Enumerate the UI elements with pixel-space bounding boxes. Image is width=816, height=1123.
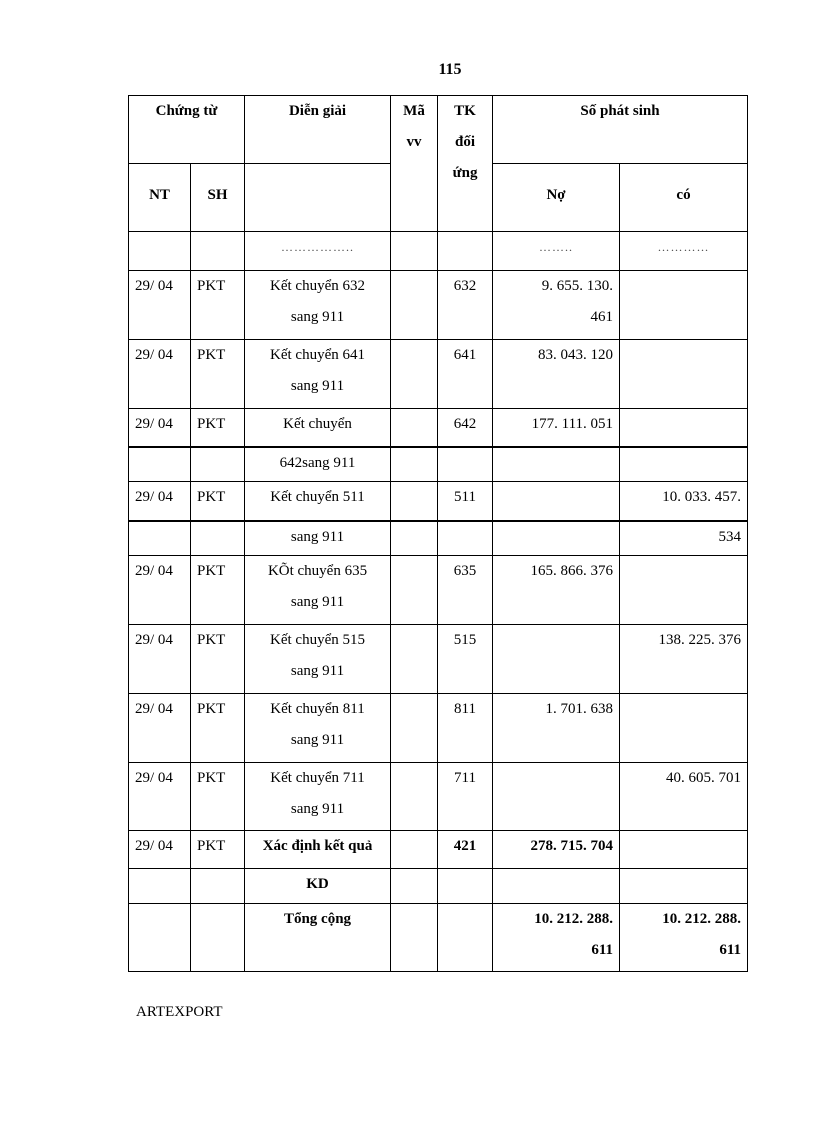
ellipsis-row [129,232,748,271]
cell-co [620,447,748,482]
cell-sh [191,869,245,904]
cell-ma-vv [391,831,438,869]
cell-sh: PKT [191,763,245,831]
ellipsis-ma-vv [391,232,438,271]
cell-tk [438,521,493,556]
ellipsis-dien-giai: …………….. [245,232,391,271]
total-no [493,904,620,972]
cell-sh: PKT [191,694,245,763]
cell-no: 278. 715. 704 [493,831,620,869]
cell-sh [191,447,245,482]
cell-sh: PKT [191,482,245,521]
ellipsis-tk [438,232,493,271]
table-row [129,482,748,521]
cell-nt: 29/ 04 [129,831,191,869]
cell-co: 10. 033. 457. [620,482,748,521]
cell-dien-giai [245,556,391,625]
cell-tk: 811 [438,694,493,763]
header-row-top [129,96,748,164]
cell-dien-giai [245,625,391,694]
header-tk-line2: đối [455,134,476,150]
footer-company: ARTEXPORT [136,1004,223,1020]
cell-no: 83. 043. 120 [493,340,620,409]
cell-dien-giai: KD [245,869,391,904]
cell-no [493,521,620,556]
table-row [129,556,748,625]
cell-nt: 29/ 04 [129,340,191,409]
cell-no: 1. 701. 638 [493,694,620,763]
cell-nt [129,904,191,972]
cell-tk [438,904,493,972]
cell-ma-vv [391,521,438,556]
cell-co: 138. 225. 376 [620,625,748,694]
header-no: Nợ [493,164,620,232]
cell-dien-giai [245,694,391,763]
table-row [129,409,748,447]
cell-ma-vv [391,763,438,831]
desc-line2: sang 911 [290,732,345,748]
cell-co: 40. 605. 701 [620,763,748,831]
total-co [620,904,748,972]
header-ma-vv-line2: vv [406,134,422,150]
ellipsis-no: …….. [493,232,620,271]
cell-co [620,831,748,869]
cell-co [620,694,748,763]
cell-nt: 29/ 04 [129,763,191,831]
total-label: Tổng cộng [245,904,391,972]
cell-nt: 29/ 04 [129,625,191,694]
cell-no [493,447,620,482]
cell-nt: 29/ 04 [129,482,191,521]
cell-nt [129,869,191,904]
header-tk-line3: ứng [452,165,478,181]
table-row [129,694,748,763]
cell-sh [191,521,245,556]
cell-ma-vv [391,625,438,694]
cell-dien-giai: sang 911 [245,521,391,556]
cell-tk [438,869,493,904]
desc-line1: Kết chuyển 711 [270,770,365,786]
desc-line2: sang 911 [290,663,345,679]
header-sh: SH [191,164,245,232]
table-row-continuation [129,869,748,904]
cell-sh: PKT [191,340,245,409]
header-chung-tu: Chứng từ [129,96,245,164]
cell-sh: PKT [191,625,245,694]
total-row [129,904,748,972]
cell-ma-vv [391,904,438,972]
cell-dien-giai [245,340,391,409]
cell-tk: 642 [438,409,493,447]
desc-line2: sang 911 [290,378,345,394]
cell-ma-vv [391,694,438,763]
cell-tk: 635 [438,556,493,625]
header-ma-vv [391,96,438,232]
desc-line2: sang 911 [290,594,345,610]
cell-no [493,482,620,521]
cell-co [620,340,748,409]
cell-co [620,271,748,340]
cell-ma-vv [391,556,438,625]
total-no-line1: 10. 212. 288. [534,911,614,927]
ellipsis-nt [129,232,191,271]
table-row [129,271,748,340]
desc-line1: KÕt chuyển 635 [267,563,368,579]
header-co: có [620,164,748,232]
table-row [129,340,748,409]
ellipsis-co: ………… [620,232,748,271]
total-co-line2: 611 [719,942,742,958]
desc-line2: sang 911 [290,309,345,325]
cell-tk [438,447,493,482]
cell-dien-giai: Xác định kết quả [245,831,391,869]
ledger-table [128,95,748,972]
cell-sh [191,904,245,972]
desc-line1: Kết chuyển 811 [270,701,365,717]
cell-dien-giai: Kết chuyển 511 [245,482,391,521]
cell-ma-vv [391,340,438,409]
cell-co: 534 [620,521,748,556]
cell-ma-vv [391,447,438,482]
header-nt: NT [129,164,191,232]
no-line1: 9. 655. 130. [541,278,614,294]
cell-sh: PKT [191,556,245,625]
cell-dien-giai [245,763,391,831]
cell-nt: 29/ 04 [129,409,191,447]
header-dien-giai: Diễn giải [245,96,391,164]
cell-dien-giai [245,271,391,340]
table-row [129,625,748,694]
cell-co [620,409,748,447]
header-ma-vv-line1: Mã [403,103,425,119]
ellipsis-sh [191,232,245,271]
cell-nt: 29/ 04 [129,556,191,625]
cell-dien-giai: Kết chuyển [245,409,391,447]
header-tk-line1: TK [454,103,476,119]
table-row-continuation [129,521,748,556]
cell-tk: 515 [438,625,493,694]
cell-co [620,556,748,625]
cell-tk: 641 [438,340,493,409]
page-number: 115 [438,61,462,78]
no-line2: 461 [590,309,614,325]
cell-no [493,763,620,831]
cell-no [493,869,620,904]
cell-nt: 29/ 04 [129,694,191,763]
cell-sh: PKT [191,409,245,447]
table-row [129,831,748,869]
cell-ma-vv [391,482,438,521]
cell-ma-vv [391,271,438,340]
desc-line1: Kết chuyển 515 [270,632,365,648]
desc-line2: sang 911 [290,801,345,817]
cell-dien-giai: 642sang 911 [245,447,391,482]
cell-tk: 421 [438,831,493,869]
desc-line1: Kết chuyển 641 [270,347,365,363]
cell-sh: PKT [191,831,245,869]
cell-tk: 632 [438,271,493,340]
table-row-continuation [129,447,748,482]
desc-line1: Kết chuyển 632 [270,278,365,294]
cell-no: 165. 866. 376 [493,556,620,625]
header-dien-giai-blank [245,164,391,232]
cell-sh: PKT [191,271,245,340]
cell-nt [129,521,191,556]
cell-nt [129,447,191,482]
total-no-line2: 611 [591,942,614,958]
header-so-phat-sinh: Số phát sinh [493,96,748,164]
total-co-line1: 10. 212. 288. [662,911,742,927]
header-tk-doi-ung [438,96,493,232]
cell-ma-vv [391,409,438,447]
cell-no [493,625,620,694]
cell-nt: 29/ 04 [129,271,191,340]
table-row [129,763,748,831]
cell-tk: 711 [438,763,493,831]
cell-no: 177. 111. 051 [493,409,620,447]
cell-co [620,869,748,904]
cell-no [493,271,620,340]
cell-tk: 511 [438,482,493,521]
cell-ma-vv [391,869,438,904]
